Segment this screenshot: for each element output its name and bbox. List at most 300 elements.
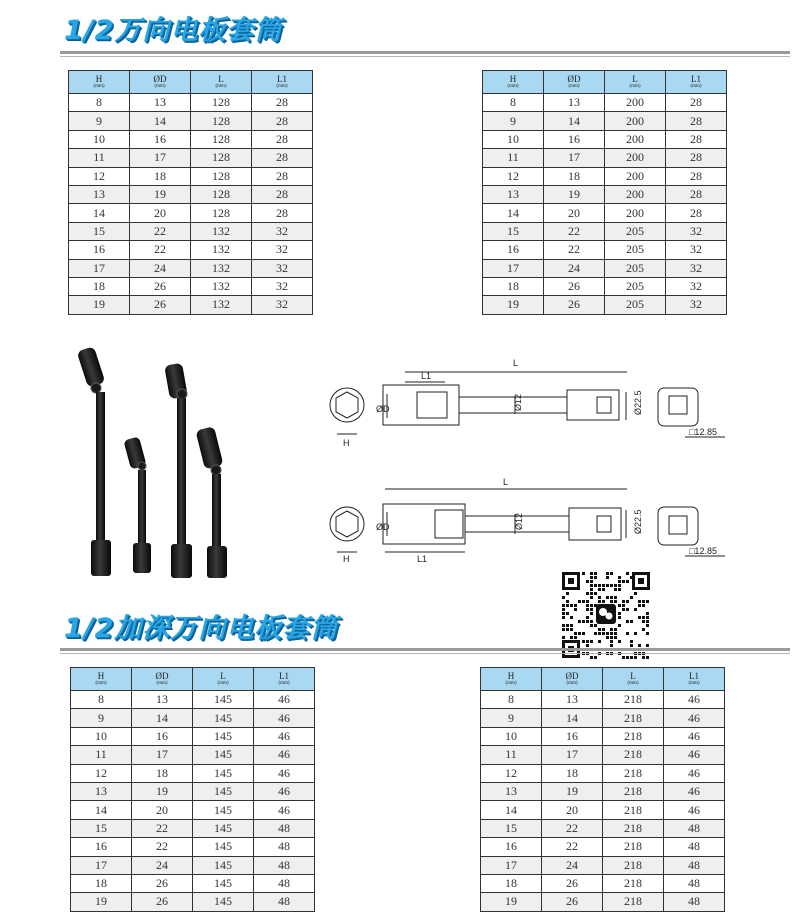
column-header-label: L1 [277, 73, 287, 84]
table-cell: 132 [191, 222, 252, 240]
table-cell: 205 [605, 241, 666, 259]
section-divider [60, 51, 790, 54]
table-cell: 26 [542, 874, 603, 892]
product-photo [60, 340, 260, 590]
table-row [69, 130, 313, 148]
table-cell: 20 [544, 204, 605, 222]
table-cell: 19 [130, 185, 191, 203]
column-header-label: ØD [153, 73, 167, 84]
table-cell: 218 [603, 782, 664, 800]
table-cell: 19 [544, 185, 605, 203]
table-row [71, 782, 315, 800]
table-cell: 22 [132, 819, 193, 837]
column-header-label: ØD [565, 670, 579, 681]
table-row [71, 856, 315, 874]
table-cell: 14 [481, 801, 542, 819]
table-cell: 218 [603, 746, 664, 764]
table-cell: 16 [130, 130, 191, 148]
table-cell: 145 [193, 727, 254, 745]
table-row [481, 691, 725, 709]
table-cell: 19 [132, 782, 193, 800]
table-cell: 46 [664, 727, 725, 745]
column-header [191, 71, 252, 94]
column-header [481, 668, 542, 691]
column-header-label: L1 [279, 670, 289, 681]
table-cell: 46 [254, 782, 315, 800]
dim-shaft-bottom: Ø12 [514, 512, 524, 530]
dim-square-bottom: □12.85 [689, 546, 717, 556]
column-header-unit: (mm) [217, 680, 229, 686]
table-cell: 32 [252, 277, 313, 295]
table-cell: 48 [254, 893, 315, 911]
table-row [481, 746, 725, 764]
column-header-label: H [509, 73, 517, 84]
table-cell: 17 [481, 856, 542, 874]
table-row [69, 149, 313, 167]
table-cell: 46 [664, 782, 725, 800]
table-row [483, 259, 727, 277]
table-cell: 26 [542, 893, 603, 911]
column-header-label: L1 [691, 73, 701, 84]
table-cell: 205 [605, 222, 666, 240]
column-header-unit: (mm) [154, 83, 166, 89]
table-cell: 13 [71, 782, 132, 800]
table-cell: 13 [542, 691, 603, 709]
column-header-label: H [507, 670, 515, 681]
table-row [71, 874, 315, 892]
table-cell: 17 [132, 746, 193, 764]
table-cell: 24 [542, 856, 603, 874]
table-cell: 24 [132, 856, 193, 874]
table-cell: 145 [193, 856, 254, 874]
table-cell: 46 [664, 709, 725, 727]
table-cell: 19 [481, 893, 542, 911]
table-cell: 218 [603, 856, 664, 874]
table-cell: 17 [483, 259, 544, 277]
table-cell: 48 [254, 874, 315, 892]
table-row [483, 204, 727, 222]
column-header-unit: (mm) [690, 83, 702, 89]
table-cell: 46 [664, 746, 725, 764]
table-cell: 15 [71, 819, 132, 837]
table-cell: 218 [603, 893, 664, 911]
table-cell: 128 [191, 94, 252, 112]
table-row [483, 94, 727, 112]
table-row [69, 204, 313, 222]
table-row [69, 167, 313, 185]
table-cell: 14 [542, 709, 603, 727]
table-cell: 22 [544, 222, 605, 240]
table-row [481, 893, 725, 911]
table-row [483, 241, 727, 259]
table-cell: 17 [544, 149, 605, 167]
table-row [71, 893, 315, 911]
table-cell: 218 [603, 691, 664, 709]
table-cell: 200 [605, 149, 666, 167]
table-row [69, 94, 313, 112]
table-cell: 22 [130, 241, 191, 259]
column-header [603, 668, 664, 691]
table-cell: 20 [542, 801, 603, 819]
table-cell: 48 [664, 819, 725, 837]
column-header-unit: (mm) [278, 680, 290, 686]
table-cell: 128 [191, 149, 252, 167]
table-row [69, 222, 313, 240]
table-cell: 32 [666, 296, 727, 314]
table-cell: 14 [69, 204, 130, 222]
table-cell: 10 [71, 727, 132, 745]
table-cell: 22 [542, 819, 603, 837]
dim-length-top: L [513, 358, 519, 368]
column-header [130, 71, 191, 94]
table-row [71, 764, 315, 782]
table-cell: 48 [664, 856, 725, 874]
socket-long-left [77, 346, 111, 576]
table-cell: 20 [132, 801, 193, 819]
dim-drive-top: Ø22.5 [633, 390, 643, 415]
column-header-unit: (mm) [627, 680, 639, 686]
table-cell: 18 [69, 277, 130, 295]
table-cell: 11 [481, 746, 542, 764]
table-cell: 132 [191, 241, 252, 259]
column-header-label: L [220, 670, 226, 681]
table-cell: 200 [605, 94, 666, 112]
table-cell: 32 [666, 222, 727, 240]
table-cell: 205 [605, 296, 666, 314]
table-cell: 22 [544, 241, 605, 259]
table-cell: 48 [254, 838, 315, 856]
table-cell: 48 [664, 838, 725, 856]
table-cell: 200 [605, 112, 666, 130]
table-cell: 26 [130, 296, 191, 314]
table-cell: 218 [603, 819, 664, 837]
table-cell: 26 [132, 874, 193, 892]
table-cell: 145 [193, 709, 254, 727]
table-cell: 32 [252, 296, 313, 314]
column-header-unit: (mm) [95, 680, 107, 686]
table-row [483, 222, 727, 240]
table-row [481, 801, 725, 819]
spec-table-deep-short [70, 667, 315, 912]
column-header [132, 668, 193, 691]
table-cell: 18 [542, 764, 603, 782]
dim-diameter-bottom: ØD [376, 522, 390, 532]
table-row [481, 709, 725, 727]
table-cell: 16 [483, 241, 544, 259]
section-divider [60, 648, 790, 651]
table-cell: 24 [130, 259, 191, 277]
table-cell: 132 [191, 259, 252, 277]
table-cell: 13 [69, 185, 130, 203]
table-row [483, 277, 727, 295]
table-cell: 205 [605, 259, 666, 277]
table-cell: 13 [481, 782, 542, 800]
table-cell: 9 [69, 112, 130, 130]
table-row [481, 819, 725, 837]
table-cell: 32 [252, 222, 313, 240]
table-row [69, 241, 313, 259]
socket-short-left [123, 436, 151, 573]
table-cell: 8 [483, 94, 544, 112]
table-cell: 128 [191, 130, 252, 148]
table-cell: 218 [603, 764, 664, 782]
table-cell: 46 [664, 691, 725, 709]
table-cell: 17 [71, 856, 132, 874]
table-cell: 18 [483, 277, 544, 295]
table-cell: 48 [664, 893, 725, 911]
table-row [71, 709, 315, 727]
table-cell: 32 [666, 277, 727, 295]
column-header-unit: (mm) [215, 83, 227, 89]
table-cell: 218 [603, 874, 664, 892]
table-row [483, 185, 727, 203]
table-cell: 22 [132, 838, 193, 856]
table-row [483, 149, 727, 167]
table-cell: 128 [191, 185, 252, 203]
table-cell: 9 [483, 112, 544, 130]
table-cell: 19 [542, 782, 603, 800]
table-row [71, 727, 315, 745]
table-cell: 205 [605, 277, 666, 295]
table-cell: 218 [603, 727, 664, 745]
table-cell: 28 [252, 204, 313, 222]
table-row [71, 691, 315, 709]
column-header-label: H [95, 73, 103, 84]
table-cell: 8 [71, 691, 132, 709]
section-title-deep: 1/2加深万向电板套筒 [64, 613, 339, 644]
table-cell: 18 [481, 874, 542, 892]
table-cell: 16 [481, 838, 542, 856]
table-cell: 28 [252, 130, 313, 148]
dim-length1-bottom: L1 [417, 554, 428, 564]
table-cell: 218 [603, 801, 664, 819]
table-cell: 28 [666, 204, 727, 222]
table-cell: 9 [71, 709, 132, 727]
table-cell: 17 [69, 259, 130, 277]
table-cell: 32 [666, 241, 727, 259]
column-header-label: L [630, 670, 636, 681]
column-header [542, 668, 603, 691]
table-cell: 20 [130, 204, 191, 222]
dim-length-bottom: L [503, 477, 509, 487]
table-cell: 145 [193, 782, 254, 800]
table-cell: 11 [69, 149, 130, 167]
dim-drive-bottom: Ø22.5 [633, 509, 643, 534]
table-cell: 13 [544, 94, 605, 112]
dim-hex-top: H [343, 438, 350, 448]
table-row [483, 130, 727, 148]
table-row [481, 856, 725, 874]
table-cell: 15 [481, 819, 542, 837]
column-header-unit: (mm) [156, 680, 168, 686]
table-cell: 19 [483, 296, 544, 314]
table-row [483, 112, 727, 130]
dim-diameter-top: ØD [376, 404, 390, 414]
table-cell: 16 [542, 727, 603, 745]
qr-code-icon [560, 570, 652, 660]
dim-square-top: □12.85 [689, 427, 717, 437]
table-cell: 218 [603, 709, 664, 727]
column-header-unit: (mm) [276, 83, 288, 89]
table-cell: 28 [252, 167, 313, 185]
table-cell: 200 [605, 130, 666, 148]
table-cell: 12 [71, 764, 132, 782]
column-header-label: ØD [567, 73, 581, 84]
column-header-unit: (mm) [568, 83, 580, 89]
table-cell: 10 [483, 130, 544, 148]
table-cell: 26 [132, 893, 193, 911]
column-header-unit: (mm) [688, 680, 700, 686]
table-row [483, 296, 727, 314]
table-cell: 132 [191, 277, 252, 295]
table-cell: 32 [252, 259, 313, 277]
column-header [605, 71, 666, 94]
table-cell: 26 [130, 277, 191, 295]
table-cell: 145 [193, 838, 254, 856]
column-header [544, 71, 605, 94]
table-cell: 28 [666, 130, 727, 148]
table-cell: 18 [132, 764, 193, 782]
table-row [69, 259, 313, 277]
table-cell: 218 [603, 838, 664, 856]
table-cell: 28 [666, 94, 727, 112]
table-cell: 145 [193, 764, 254, 782]
column-header [252, 71, 313, 94]
table-cell: 145 [193, 746, 254, 764]
table-row [481, 838, 725, 856]
table-cell: 32 [666, 259, 727, 277]
table-cell: 15 [483, 222, 544, 240]
table-cell: 128 [191, 204, 252, 222]
table-cell: 28 [666, 149, 727, 167]
column-header [666, 71, 727, 94]
table-cell: 14 [544, 112, 605, 130]
table-cell: 46 [254, 801, 315, 819]
table-cell: 200 [605, 185, 666, 203]
column-header-label: L1 [689, 670, 699, 681]
table-cell: 48 [254, 819, 315, 837]
spec-table-standard-short [68, 70, 313, 315]
column-header-unit: (mm) [93, 83, 105, 89]
table-cell: 46 [254, 764, 315, 782]
table-cell: 16 [544, 130, 605, 148]
column-header [71, 668, 132, 691]
table-cell: 46 [254, 691, 315, 709]
table-cell: 28 [666, 112, 727, 130]
column-header [254, 668, 315, 691]
table-cell: 28 [252, 94, 313, 112]
table-cell: 14 [130, 112, 191, 130]
column-header-unit: (mm) [629, 83, 641, 89]
table-row [71, 801, 315, 819]
column-header-label: L [632, 73, 638, 84]
column-header-unit: (mm) [566, 680, 578, 686]
table-cell: 28 [252, 112, 313, 130]
table-row [481, 727, 725, 745]
table-cell: 46 [254, 746, 315, 764]
table-cell: 8 [481, 691, 542, 709]
column-header-label: H [97, 670, 105, 681]
table-cell: 16 [69, 241, 130, 259]
column-header-unit: (mm) [505, 680, 517, 686]
table-cell: 145 [193, 874, 254, 892]
table-row [69, 185, 313, 203]
table-cell: 128 [191, 167, 252, 185]
table-row [481, 782, 725, 800]
table-cell: 46 [254, 709, 315, 727]
table-cell: 46 [664, 801, 725, 819]
table-cell: 8 [69, 94, 130, 112]
dim-hex-bottom: H [343, 554, 350, 564]
column-header [193, 668, 254, 691]
table-cell: 132 [191, 296, 252, 314]
column-header [483, 71, 544, 94]
table-row [481, 874, 725, 892]
dim-length1-top: L1 [421, 371, 432, 381]
table-cell: 28 [666, 167, 727, 185]
table-row [483, 167, 727, 185]
column-header-unit: (mm) [507, 83, 519, 89]
table-row [71, 746, 315, 764]
table-cell: 17 [542, 746, 603, 764]
table-cell: 13 [132, 691, 193, 709]
table-row [69, 296, 313, 314]
table-cell: 14 [483, 204, 544, 222]
table-cell: 145 [193, 801, 254, 819]
table-cell: 200 [605, 167, 666, 185]
table-cell: 10 [69, 130, 130, 148]
table-row [481, 764, 725, 782]
table-cell: 11 [483, 149, 544, 167]
table-row [69, 112, 313, 130]
section-title-standard: 1/2万向电板套筒 [64, 15, 283, 46]
spec-table-deep-long [480, 667, 725, 912]
column-header [664, 668, 725, 691]
table-cell: 13 [130, 94, 191, 112]
technical-drawing [325, 352, 725, 564]
table-cell: 46 [254, 727, 315, 745]
table-cell: 17 [130, 149, 191, 167]
table-cell: 14 [132, 709, 193, 727]
table-cell: 18 [130, 167, 191, 185]
table-cell: 11 [71, 746, 132, 764]
table-cell: 13 [483, 185, 544, 203]
table-cell: 14 [71, 801, 132, 819]
table-cell: 128 [191, 112, 252, 130]
table-cell: 28 [252, 149, 313, 167]
table-cell: 200 [605, 204, 666, 222]
table-cell: 24 [544, 259, 605, 277]
table-row [71, 819, 315, 837]
table-cell: 12 [69, 167, 130, 185]
dim-shaft-top: Ø12 [513, 393, 523, 411]
column-header-label: ØD [155, 670, 169, 681]
spec-table-standard-long [482, 70, 727, 315]
table-cell: 28 [666, 185, 727, 203]
column-header [69, 71, 130, 94]
table-row [69, 277, 313, 295]
table-cell: 145 [193, 691, 254, 709]
table-cell: 15 [69, 222, 130, 240]
table-cell: 48 [664, 874, 725, 892]
table-cell: 28 [252, 185, 313, 203]
table-cell: 18 [71, 874, 132, 892]
column-header-label: L [218, 73, 224, 84]
table-cell: 18 [544, 167, 605, 185]
table-cell: 19 [69, 296, 130, 314]
table-cell: 12 [481, 764, 542, 782]
table-cell: 22 [130, 222, 191, 240]
